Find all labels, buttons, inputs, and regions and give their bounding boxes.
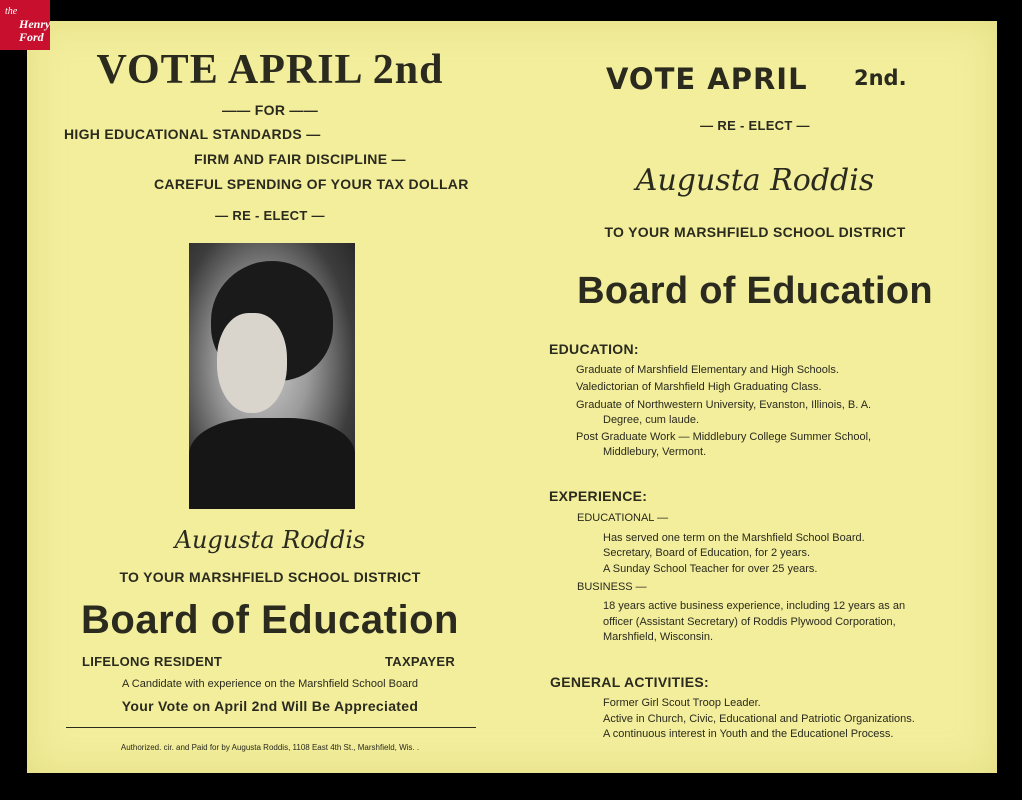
platform-item-spending: CAREFUL SPENDING OF YOUR TAX DOLLAR [154, 176, 469, 192]
right-candidate-name: Augusta Roddis [635, 163, 875, 198]
authorization-note: Authorized. cir. and Paid for by Augusta Roddis, 1108 East 4th St., Marshfield, Wis. . [120, 743, 420, 752]
general-item: A continuous interest in Youth and the Educationel Process. [603, 728, 894, 740]
left-for-label: —— FOR —— [221, 102, 319, 118]
business-item: officer (Assistant Secretary) of Roddis Plywood Corporation, [603, 616, 896, 628]
education-item: Graduate of Marshfield Elementary and High Schools. [576, 364, 839, 376]
educational-item: A Sunday School Teacher for over 25 years. [603, 563, 818, 575]
education-item: Graduate of Northwestern University, Evanston, Illinois, B. A. [576, 399, 872, 411]
left-reelect-label: — RE - ELECT — [215, 208, 325, 223]
vote-appreciated: Your Vote on April 2nd Will Be Appreciated [121, 698, 419, 714]
left-candidate-name: Augusta Roddis [174, 526, 366, 554]
general-item: Former Girl Scout Troop Leader. [603, 697, 761, 709]
right-board-title: Board of Education [577, 270, 933, 312]
platform-item-discipline: FIRM AND FAIR DISCIPLINE — [194, 151, 406, 167]
left-board-title: Board of Education [81, 598, 459, 642]
platform-item-standards: HIGH EDUCATIONAL STANDARDS — [64, 126, 321, 142]
educational-item: Secretary, Board of Education, for 2 years. [603, 547, 811, 559]
logo-ford: Ford [19, 30, 44, 44]
right-reelect-label: — RE - ELECT — [700, 118, 810, 133]
general-item: Active in Church, Civic, Educational and Patriotic Organizations. [603, 713, 915, 725]
business-label: BUSINESS — [577, 581, 647, 593]
experience-heading: EXPERIENCE: [549, 488, 648, 504]
educational-label: EDUCATIONAL — [577, 512, 669, 524]
general-activities-heading: GENERAL ACTIVITIES: [550, 674, 709, 690]
candidate-portrait [189, 243, 355, 509]
right-headline-suffix: 2nd. [854, 66, 907, 90]
education-item: Post Graduate Work — Middlebury College Summer School, [576, 431, 872, 443]
lifelong-resident: LIFELONG RESIDENT [82, 654, 223, 669]
education-heading: EDUCATION: [549, 341, 639, 357]
left-divider [66, 727, 476, 728]
education-item: Middlebury, Vermont. [603, 446, 707, 458]
educational-item: Has served one term on the Marshfield School Board. [603, 532, 865, 544]
henry-ford-logo [0, 0, 50, 50]
education-item: Valedictorian of Marshfield High Graduating Class. [576, 381, 822, 393]
logo-henry: Henry [19, 17, 51, 31]
candidate-experience-note: A Candidate with experience on the Marshfield School Board [122, 678, 418, 690]
logo-the: the [5, 6, 18, 17]
education-item: Degree, cum laude. [603, 414, 699, 426]
business-item: Marshfield, Wisconsin. [603, 631, 714, 643]
right-district: TO YOUR MARSHFIELD SCHOOL DISTRICT [604, 224, 906, 240]
left-headline: VOTE APRIL 2nd [96, 47, 444, 93]
business-item: 18 years active business experience, including 12 years as an [603, 600, 906, 612]
left-district: TO YOUR MARSHFIELD SCHOOL DISTRICT [119, 569, 421, 585]
taxpayer: TAXPAYER [385, 654, 456, 669]
right-headline: VOTE APRIL [606, 62, 808, 96]
